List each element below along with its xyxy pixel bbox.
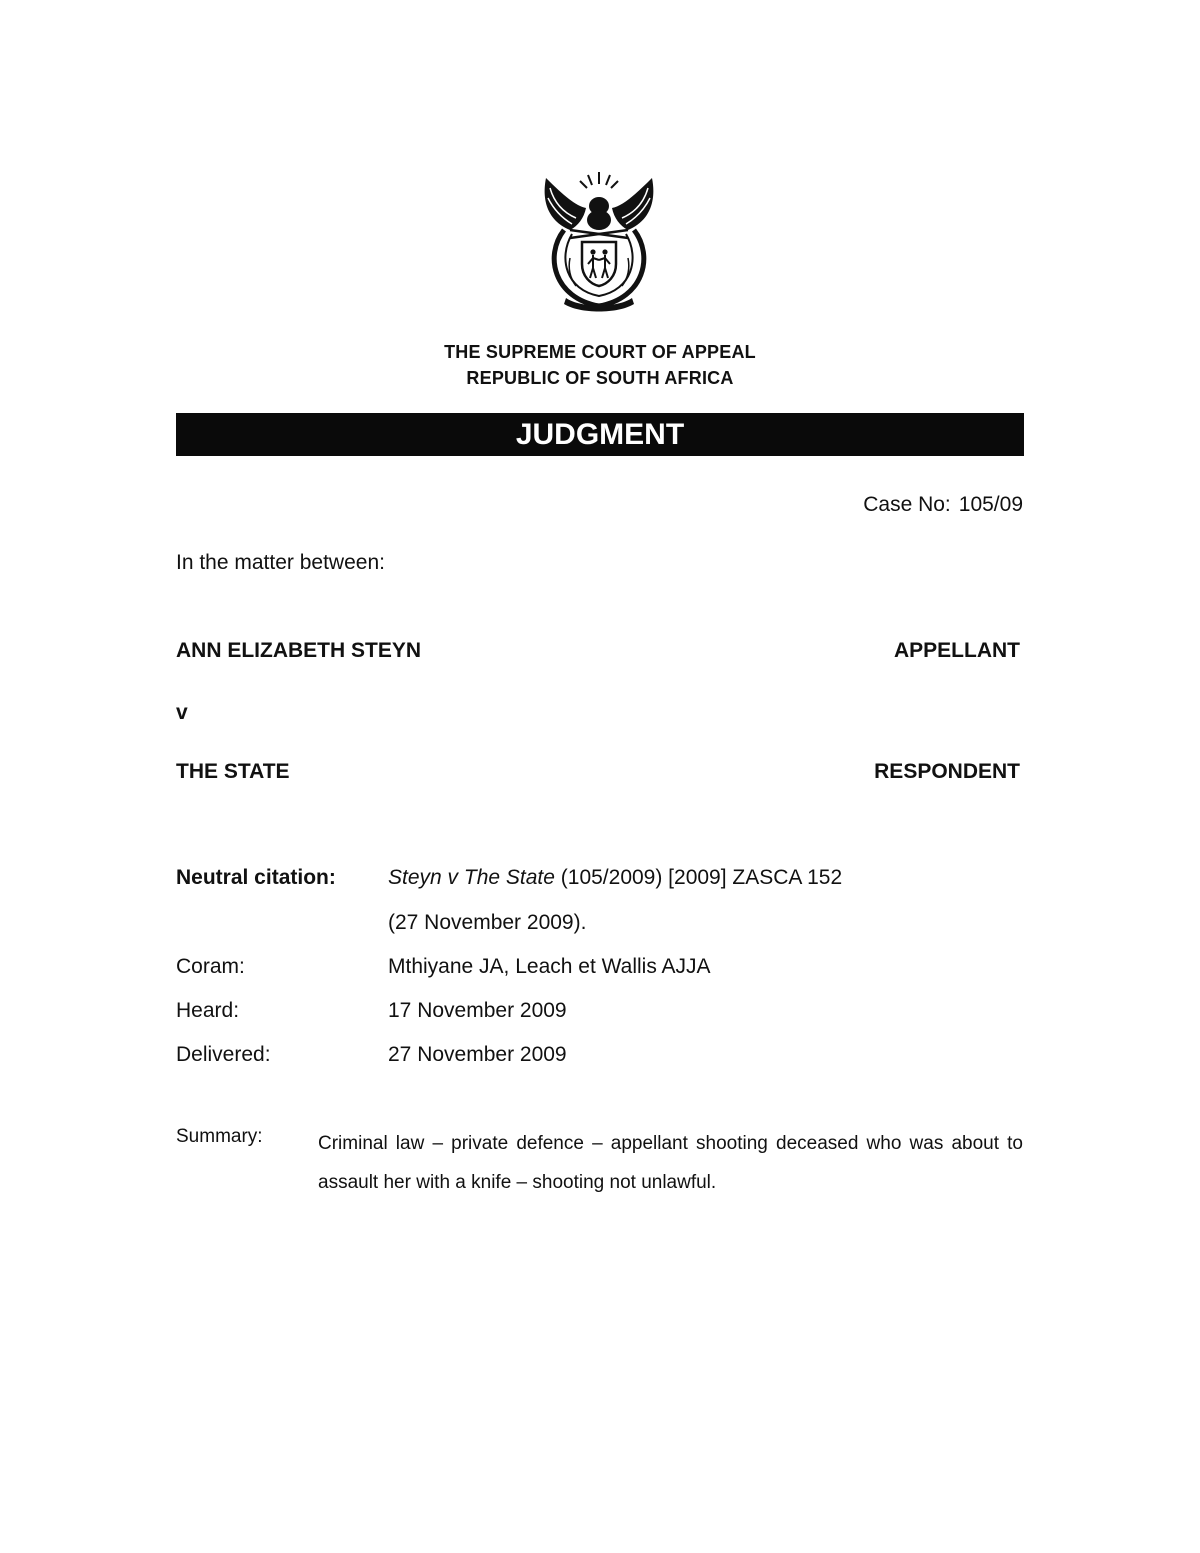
case-number-value: 105/09 bbox=[958, 493, 1023, 516]
delivered-value: 27 November 2009 bbox=[388, 1043, 567, 1066]
appellant-role: APPELLANT bbox=[894, 639, 1020, 662]
coram-value: Mthiyane JA, Leach et Wallis AJJA bbox=[388, 955, 711, 978]
judgment-title-bar: JUDGMENT bbox=[176, 413, 1024, 456]
citation-value bbox=[388, 866, 842, 890]
court-name: THE SUPREME COURT OF APPEAL bbox=[444, 342, 756, 362]
case-number-label: Case No: bbox=[863, 493, 951, 516]
court-country: REPUBLIC OF SOUTH AFRICA bbox=[466, 368, 734, 388]
matter-intro: In the matter between: bbox=[176, 551, 385, 574]
coat-of-arms-icon bbox=[540, 168, 658, 314]
citation-date: (27 November 2009). bbox=[388, 911, 587, 934]
respondent-role: RESPONDENT bbox=[874, 760, 1020, 783]
summary-text: Criminal law – private defence – appellant shooting deceased who was about to assault her with a knife – shooting not unlawful. bbox=[318, 1133, 1023, 1193]
heard-value: 17 November 2009 bbox=[388, 999, 567, 1022]
appellant-name: ANN ELIZABETH STEYN bbox=[176, 639, 422, 662]
case-number bbox=[863, 493, 1023, 517]
citation-label: Neutral citation: bbox=[176, 866, 336, 889]
delivered-label: Delivered: bbox=[176, 1043, 271, 1066]
summary-label: Summary: bbox=[176, 1126, 263, 1147]
heard-label: Heard: bbox=[176, 999, 240, 1022]
coram-label: Coram: bbox=[176, 955, 245, 978]
citation-case-name: Steyn v The State bbox=[388, 866, 555, 889]
versus-marker: v bbox=[176, 701, 188, 724]
citation-reference: (105/2009) [2009] ZASCA 152 bbox=[554, 866, 843, 889]
respondent-name: THE STATE bbox=[176, 760, 290, 783]
